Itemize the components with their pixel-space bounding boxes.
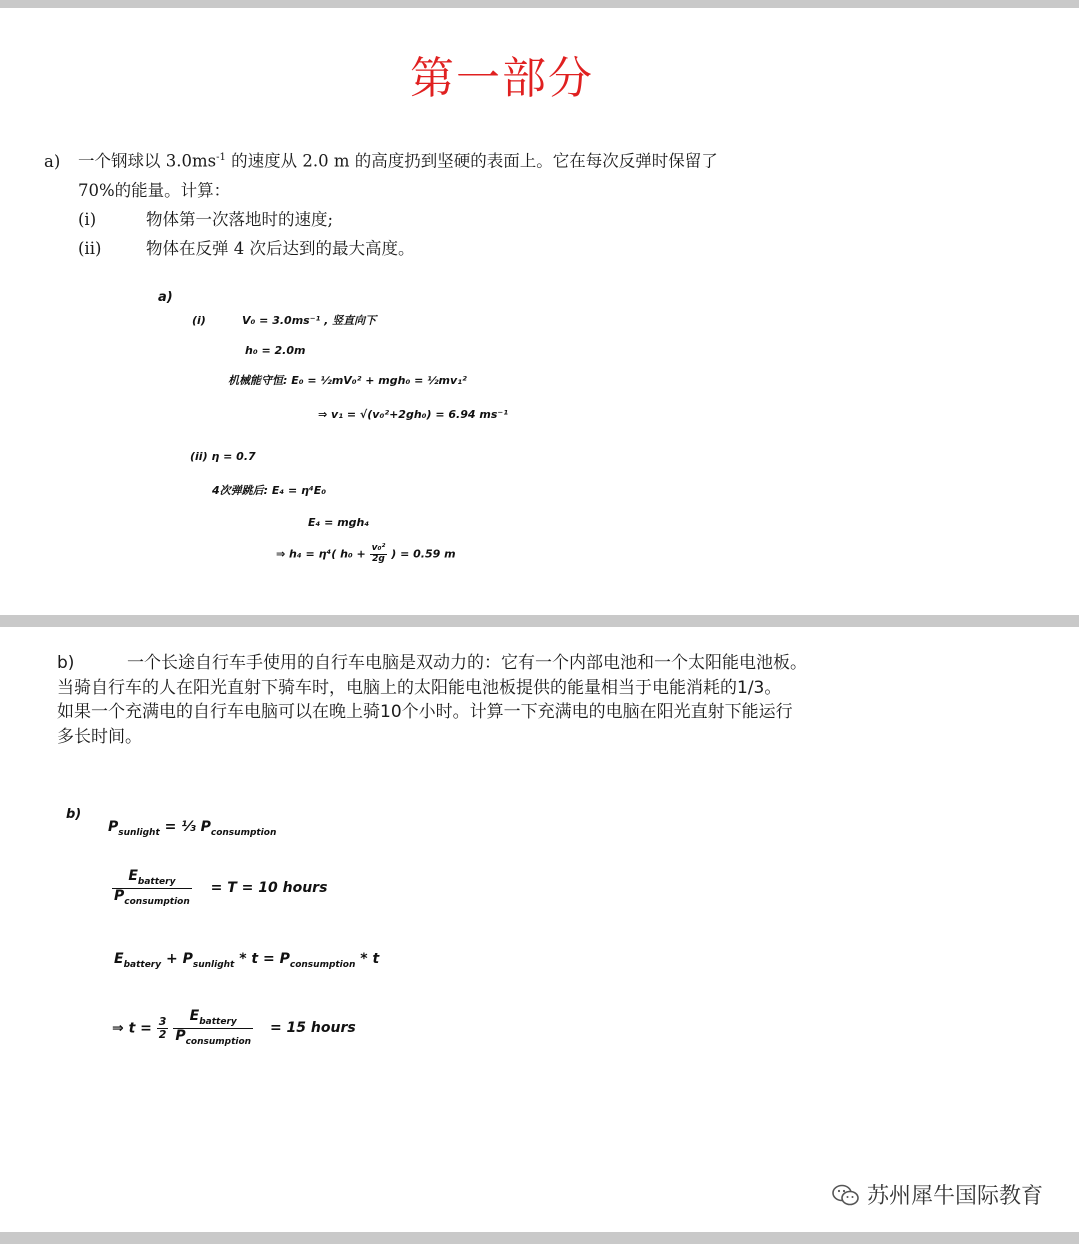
times-t-equals-p: * t = P: [239, 951, 290, 967]
times-t: * t: [360, 951, 380, 967]
sub-item-text: 物体在反弹 4 次后达到的最大高度。: [146, 238, 415, 258]
eq-third: = ⅓ P: [164, 819, 211, 835]
fraction-numerator: 3: [158, 1014, 167, 1028]
p-sunlight-sub: sunlight: [118, 828, 160, 838]
p-sunlight: P: [108, 819, 119, 835]
solution-a-ii-line2: 4次弹跳后: E₄ = η⁴E₀: [212, 484, 327, 497]
p-sunlight-sub: sunlight: [192, 960, 235, 970]
document-page-1: [0, 8, 1079, 615]
solution-a-i-line4-pre: ⇒ v₁ = √(v₀²+2gh₀): [318, 408, 432, 421]
solution-a-ii-row: [190, 450, 256, 463]
question-b-line3: 如果一个充满电的自行车电脑可以在晚上骑10个小时。计算一下充满电的电脑在阳光直射下能运行: [57, 702, 793, 722]
question-a-line1: 一个钢球以 3.0ms: [78, 151, 217, 171]
e-battery-sub: battery: [123, 960, 162, 970]
fraction-numerator: [173, 1009, 253, 1029]
question-a-sup: -1: [216, 152, 226, 163]
question-b: [57, 651, 957, 749]
p-consumption-sub: consumption: [289, 960, 356, 970]
page-title: 第一部分: [410, 53, 594, 104]
fraction-denominator: 2g: [372, 553, 385, 564]
fraction: [370, 544, 388, 565]
sub-item-text: 物体第一次落地时的速度;: [146, 209, 334, 229]
t-equals-prefix: ⇒ t =: [112, 1020, 152, 1037]
solution-a-ii-line1: η = 0.7: [211, 450, 256, 463]
solution-a-i-line2: h₀ = 2.0m: [245, 344, 306, 357]
question-a: [44, 143, 718, 263]
sub-item-label: (ii): [78, 238, 102, 258]
solution-a-i-line4: [318, 408, 508, 421]
p-consumption-sub: consumption: [124, 896, 190, 907]
solution-b-line2: [112, 869, 327, 908]
document-page-2: [0, 627, 1079, 1232]
p-consumption-sub: consumption: [185, 1036, 252, 1047]
p-consumption: P: [175, 1027, 186, 1044]
fraction-numerator: v₀²: [371, 543, 386, 553]
fraction: [112, 869, 192, 908]
solution-a-ii-line4: [276, 544, 456, 565]
solution-a-i-line4-res: = 6.94 ms⁻¹: [435, 408, 509, 421]
e-battery: E: [189, 1008, 200, 1024]
fraction-numerator: [112, 869, 192, 889]
question-b-line4: 多长时间。: [57, 726, 142, 747]
question-b-line2: 当骑自行车的人在阳光直射下骑车时，电脑上的太阳能电池板提供的能量相当于电能消耗的1/3。: [57, 677, 782, 698]
solution-a-head: a): [158, 290, 173, 305]
solution-b-line4: [112, 1009, 356, 1048]
solution-a-ii-line4-pre: ⇒ h₄ = η⁴( h₀ +: [276, 547, 366, 561]
watermark-text: 苏州犀牛国际教育: [866, 1184, 1043, 1209]
e-battery-sub: battery: [199, 1017, 237, 1027]
plus-p-sunlight: + P: [165, 951, 193, 967]
t-equals: = T = 10 hours: [210, 880, 328, 897]
question-a-line1-rest: 的速度从 2.0 m 的高度扔到坚硬的表面上。它在每次反弹时保留了: [225, 151, 718, 171]
watermark: [831, 1179, 1043, 1210]
sub-item-label: (i): [78, 209, 97, 229]
solution-a-ii-line3: E₄ = mgh₄: [308, 516, 370, 529]
fraction-denominator: 2: [158, 1027, 167, 1041]
fraction: [173, 1009, 253, 1048]
e-battery-sub: battery: [137, 877, 176, 887]
e-battery: E: [128, 868, 138, 884]
question-a-line2: 70%的能量。计算：: [78, 180, 231, 200]
question-b-label: b): [57, 653, 75, 673]
solution-a-i-line3: 机械能守恒: E₀ = ½mV₀² + mgh₀ = ½mv₁²: [228, 374, 467, 387]
result-15-hours: = 15 hours: [269, 1020, 356, 1037]
fraction-coef: [157, 1016, 169, 1041]
solution-b-line1: [108, 819, 276, 838]
question-b-line1: 一个长途自行车手使用的自行车电脑是双动力的：它有一个内部电池和一个太阳能电池板。: [127, 653, 807, 673]
solution-a-ii-line4-res: ) = 0.59 m: [391, 547, 456, 561]
fraction-denominator: [112, 889, 192, 908]
p-consumption-sub: consumption: [210, 828, 277, 838]
solution-b-head: b): [66, 807, 82, 822]
p-consumption: P: [114, 887, 125, 904]
solution-a-i-label: (i): [192, 314, 206, 327]
solution-b-line3: [114, 951, 379, 970]
e-battery: E: [114, 951, 124, 967]
fraction-denominator: [173, 1029, 253, 1048]
question-a-label: a): [44, 151, 61, 171]
solution-a-ii-label: (ii): [190, 450, 208, 463]
solution-a-i-line1: V₀ = 3.0ms⁻¹ , 竖直向下: [242, 314, 377, 327]
wechat-icon: [831, 1183, 861, 1207]
